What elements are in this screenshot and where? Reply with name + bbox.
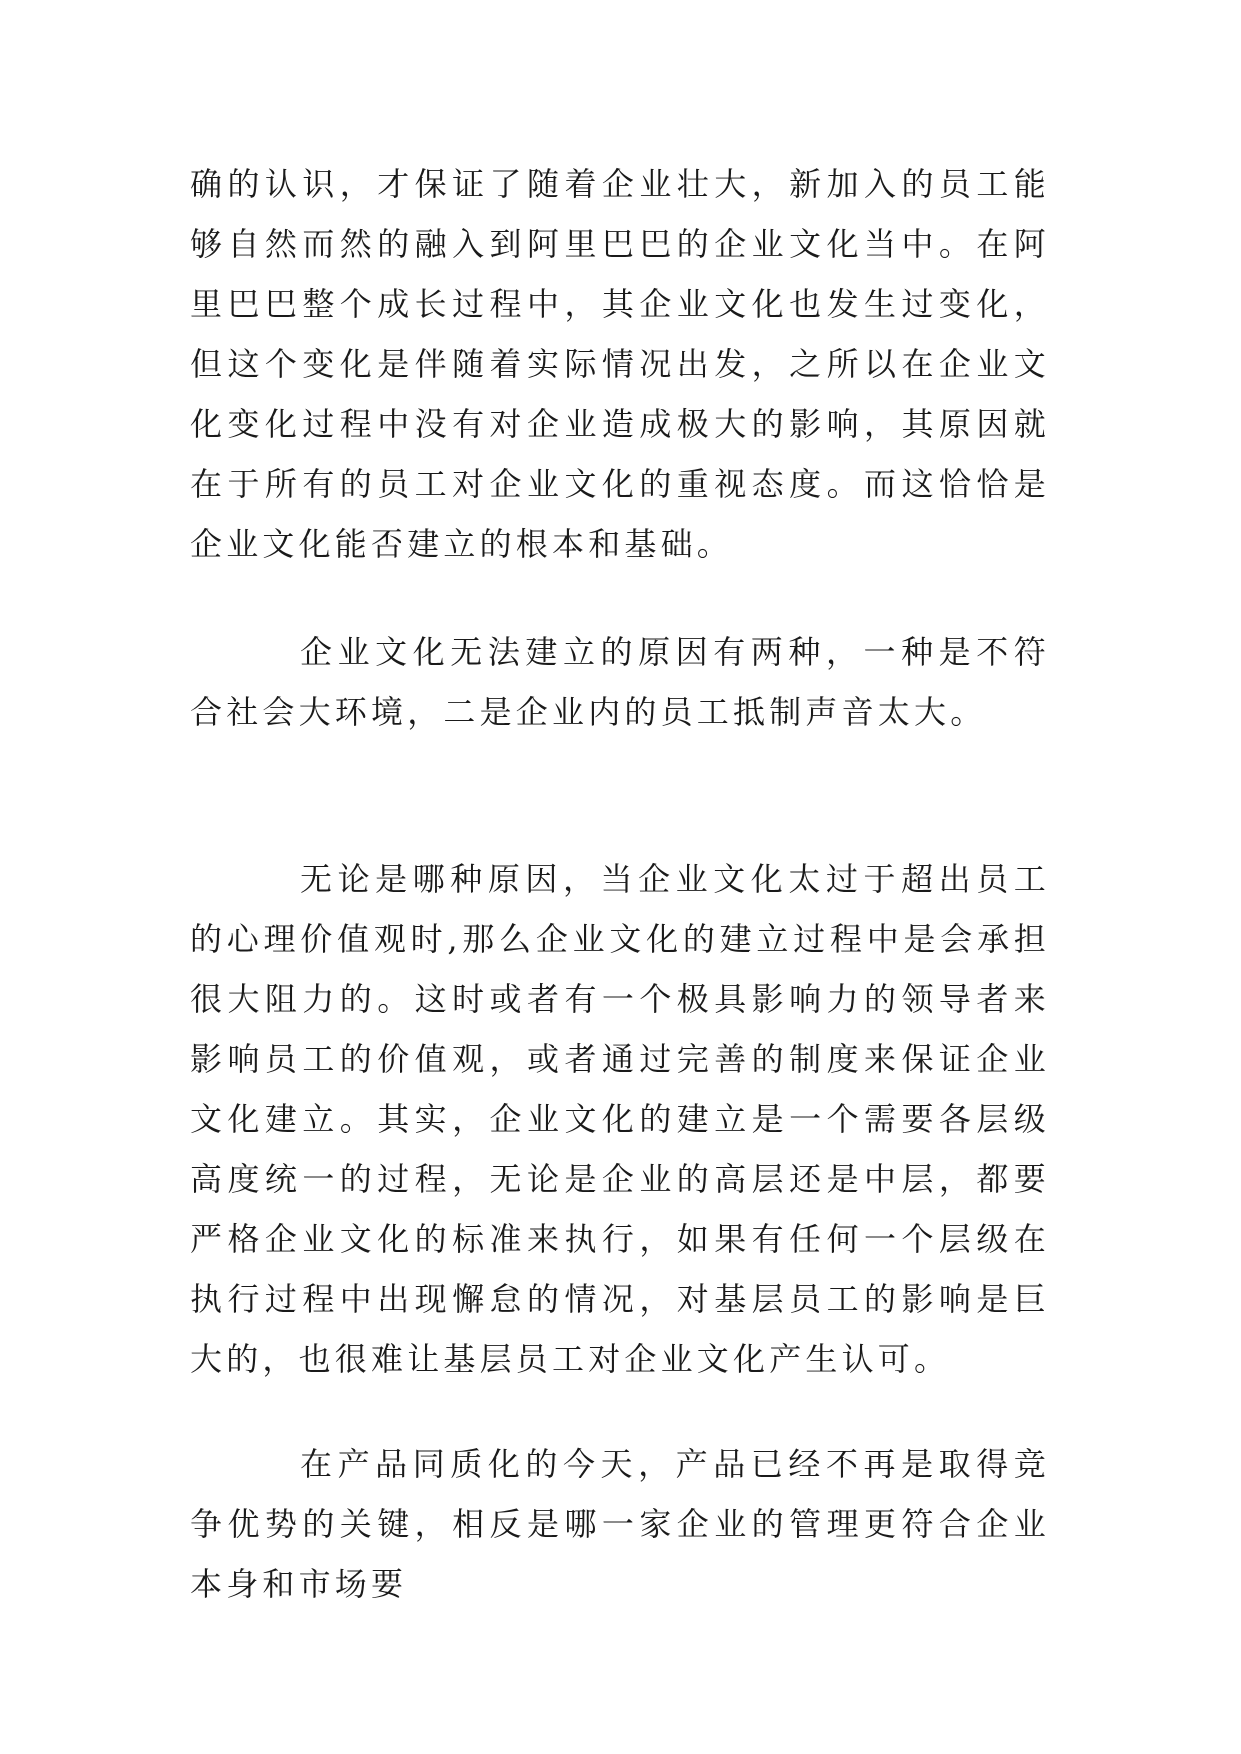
paragraph: 无论是哪种原因，当企业文化太过于超出员工的心理价值观时,那么企业文化的建立过程中是会承担很大阻力的。这时或者有一个极具影响力的领导者来影响员工的价值观，或者通过完善的制度来保证企业文化建立。其实，企业文化的建立是一个需要各层级高度统一的过程，无论是企业的高层还是中层，都要严格企业文化的标准来执行，如果有任何一个层级在执行过程中出现懈怠的情况，对基层员工的影响是巨大的，也很难让基层员工对企业文化产生认可。 [190,860,1050,1378]
paragraph-truncated: 在产品同质化的今天，产品已经不再是取得竞争优势的关键，相反是哪一家企业的管理更符合企业本身和市场要 [190,1445,1050,1603]
paragraph: 企业文化无法建立的原因有两种，一种是不符合社会大环境，二是企业内的员工抵制声音太大。 [190,633,1050,731]
paragraph-continued: 确的认识，才保证了随着企业壮大，新加入的员工能够自然而然的融入到阿里巴巴的企业文化当中。在阿里巴巴整个成长过程中，其企业文化也发生过变化，但这个变化是伴随着实际情况出发，之所以在企业文化变化过程中没有对企业造成极大的影响，其原因就在于所有的员工对企业文化的重视态度。而这恰恰是企业文化能否建立的根本和基础。 [190,165,1050,563]
